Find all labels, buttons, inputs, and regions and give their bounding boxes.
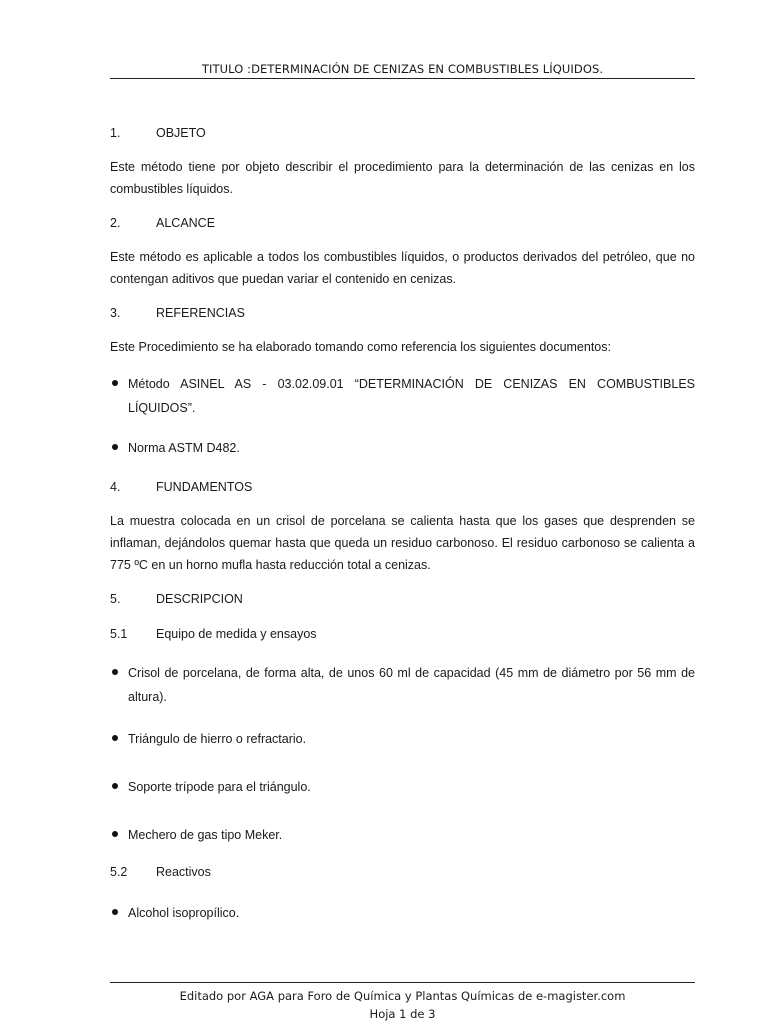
list-item [110, 436, 695, 460]
section-title: FUNDAMENTOS [156, 480, 253, 494]
bullet-icon [110, 661, 128, 709]
list-item-text: Crisol de porcelana, de forma alta, de unos 60 ml de capacidad (45 mm de diámetro por 56 mm de altura). [128, 666, 695, 704]
list-item [110, 775, 695, 799]
bullet-icon [110, 775, 128, 799]
section-heading-objeto [110, 124, 695, 142]
list-item-text: Soporte trípode para el triángulo. [128, 780, 311, 794]
subsection-heading-reactivos [110, 863, 695, 881]
paragraph-referencias: Este Procedimiento se ha elaborado tomando como referencia los siguientes documentos: [110, 340, 611, 354]
list-item [110, 372, 695, 420]
page-number: Hoja 1 de 3 [369, 1007, 436, 1021]
section-heading-descripcion [110, 590, 695, 608]
section-number: 5. [110, 592, 121, 606]
document-body [110, 124, 695, 925]
bullet-icon [110, 901, 128, 925]
section-title: Reactivos [156, 865, 211, 879]
section-heading-referencias [110, 304, 695, 322]
paragraph-fundamentos: La muestra colocada en un crisol de porcelana se calienta hasta que los gases que desprenden se inflaman, dejándolos quemar hasta que queda un residuo carbonoso. El residuo carbonoso se calienta a 775 ºC en un horno mufla hasta reducción total a cenizas. [110, 514, 695, 572]
list-item-text: Método ASINEL AS - 03.02.09.01 “DETERMINACIÓN DE CENIZAS EN COMBUSTIBLES LÍQUIDOS”. [128, 377, 695, 415]
list-item [110, 661, 695, 709]
section-number: 2. [110, 216, 121, 230]
list-item [110, 823, 695, 847]
list-item [110, 727, 695, 751]
section-number: 3. [110, 306, 121, 320]
paragraph-objeto: Este método tiene por objeto describir el procedimiento para la determinación de las cenizas en los combustibles líquidos. [110, 160, 695, 196]
bullet-icon [110, 823, 128, 847]
section-number: 1. [110, 126, 121, 140]
list-item [110, 901, 695, 925]
document-header-title: TITULO :DETERMINACIÓN DE CENIZAS EN COMBUSTIBLES LÍQUIDOS. [201, 62, 604, 76]
section-heading-alcance [110, 214, 695, 232]
section-number: 5.1 [110, 627, 128, 641]
list-item-text: Mechero de gas tipo Meker. [128, 828, 283, 842]
footer-divider [110, 982, 695, 983]
bullet-icon [110, 727, 128, 751]
section-title: REFERENCIAS [156, 306, 245, 320]
subsection-heading-equipo [110, 625, 695, 643]
section-title: DESCRIPCION [156, 592, 243, 606]
list-item-text: Alcohol isopropílico. [128, 906, 240, 920]
footer-credit: Editado por AGA para Foro de Química y Plantas Químicas de e-magister.com [179, 989, 626, 1003]
bullet-icon [110, 436, 128, 460]
list-item-text: Triángulo de hierro o refractario. [128, 732, 307, 746]
document-footer [110, 987, 695, 1023]
section-title: Equipo de medida y ensayos [156, 627, 317, 641]
section-number: 4. [110, 480, 121, 494]
paragraph-alcance: Este método es aplicable a todos los combustibles líquidos, o productos derivados del petróleo, que no contengan aditivos que puedan variar el contenido en cenizas. [110, 250, 695, 286]
header-divider [110, 78, 695, 79]
section-title: ALCANCE [156, 216, 216, 230]
section-heading-fundamentos [110, 478, 695, 496]
section-title: OBJETO [156, 126, 206, 140]
section-number: 5.2 [110, 865, 128, 879]
bullet-icon [110, 372, 128, 420]
list-item-text: Norma ASTM D482. [128, 441, 240, 455]
